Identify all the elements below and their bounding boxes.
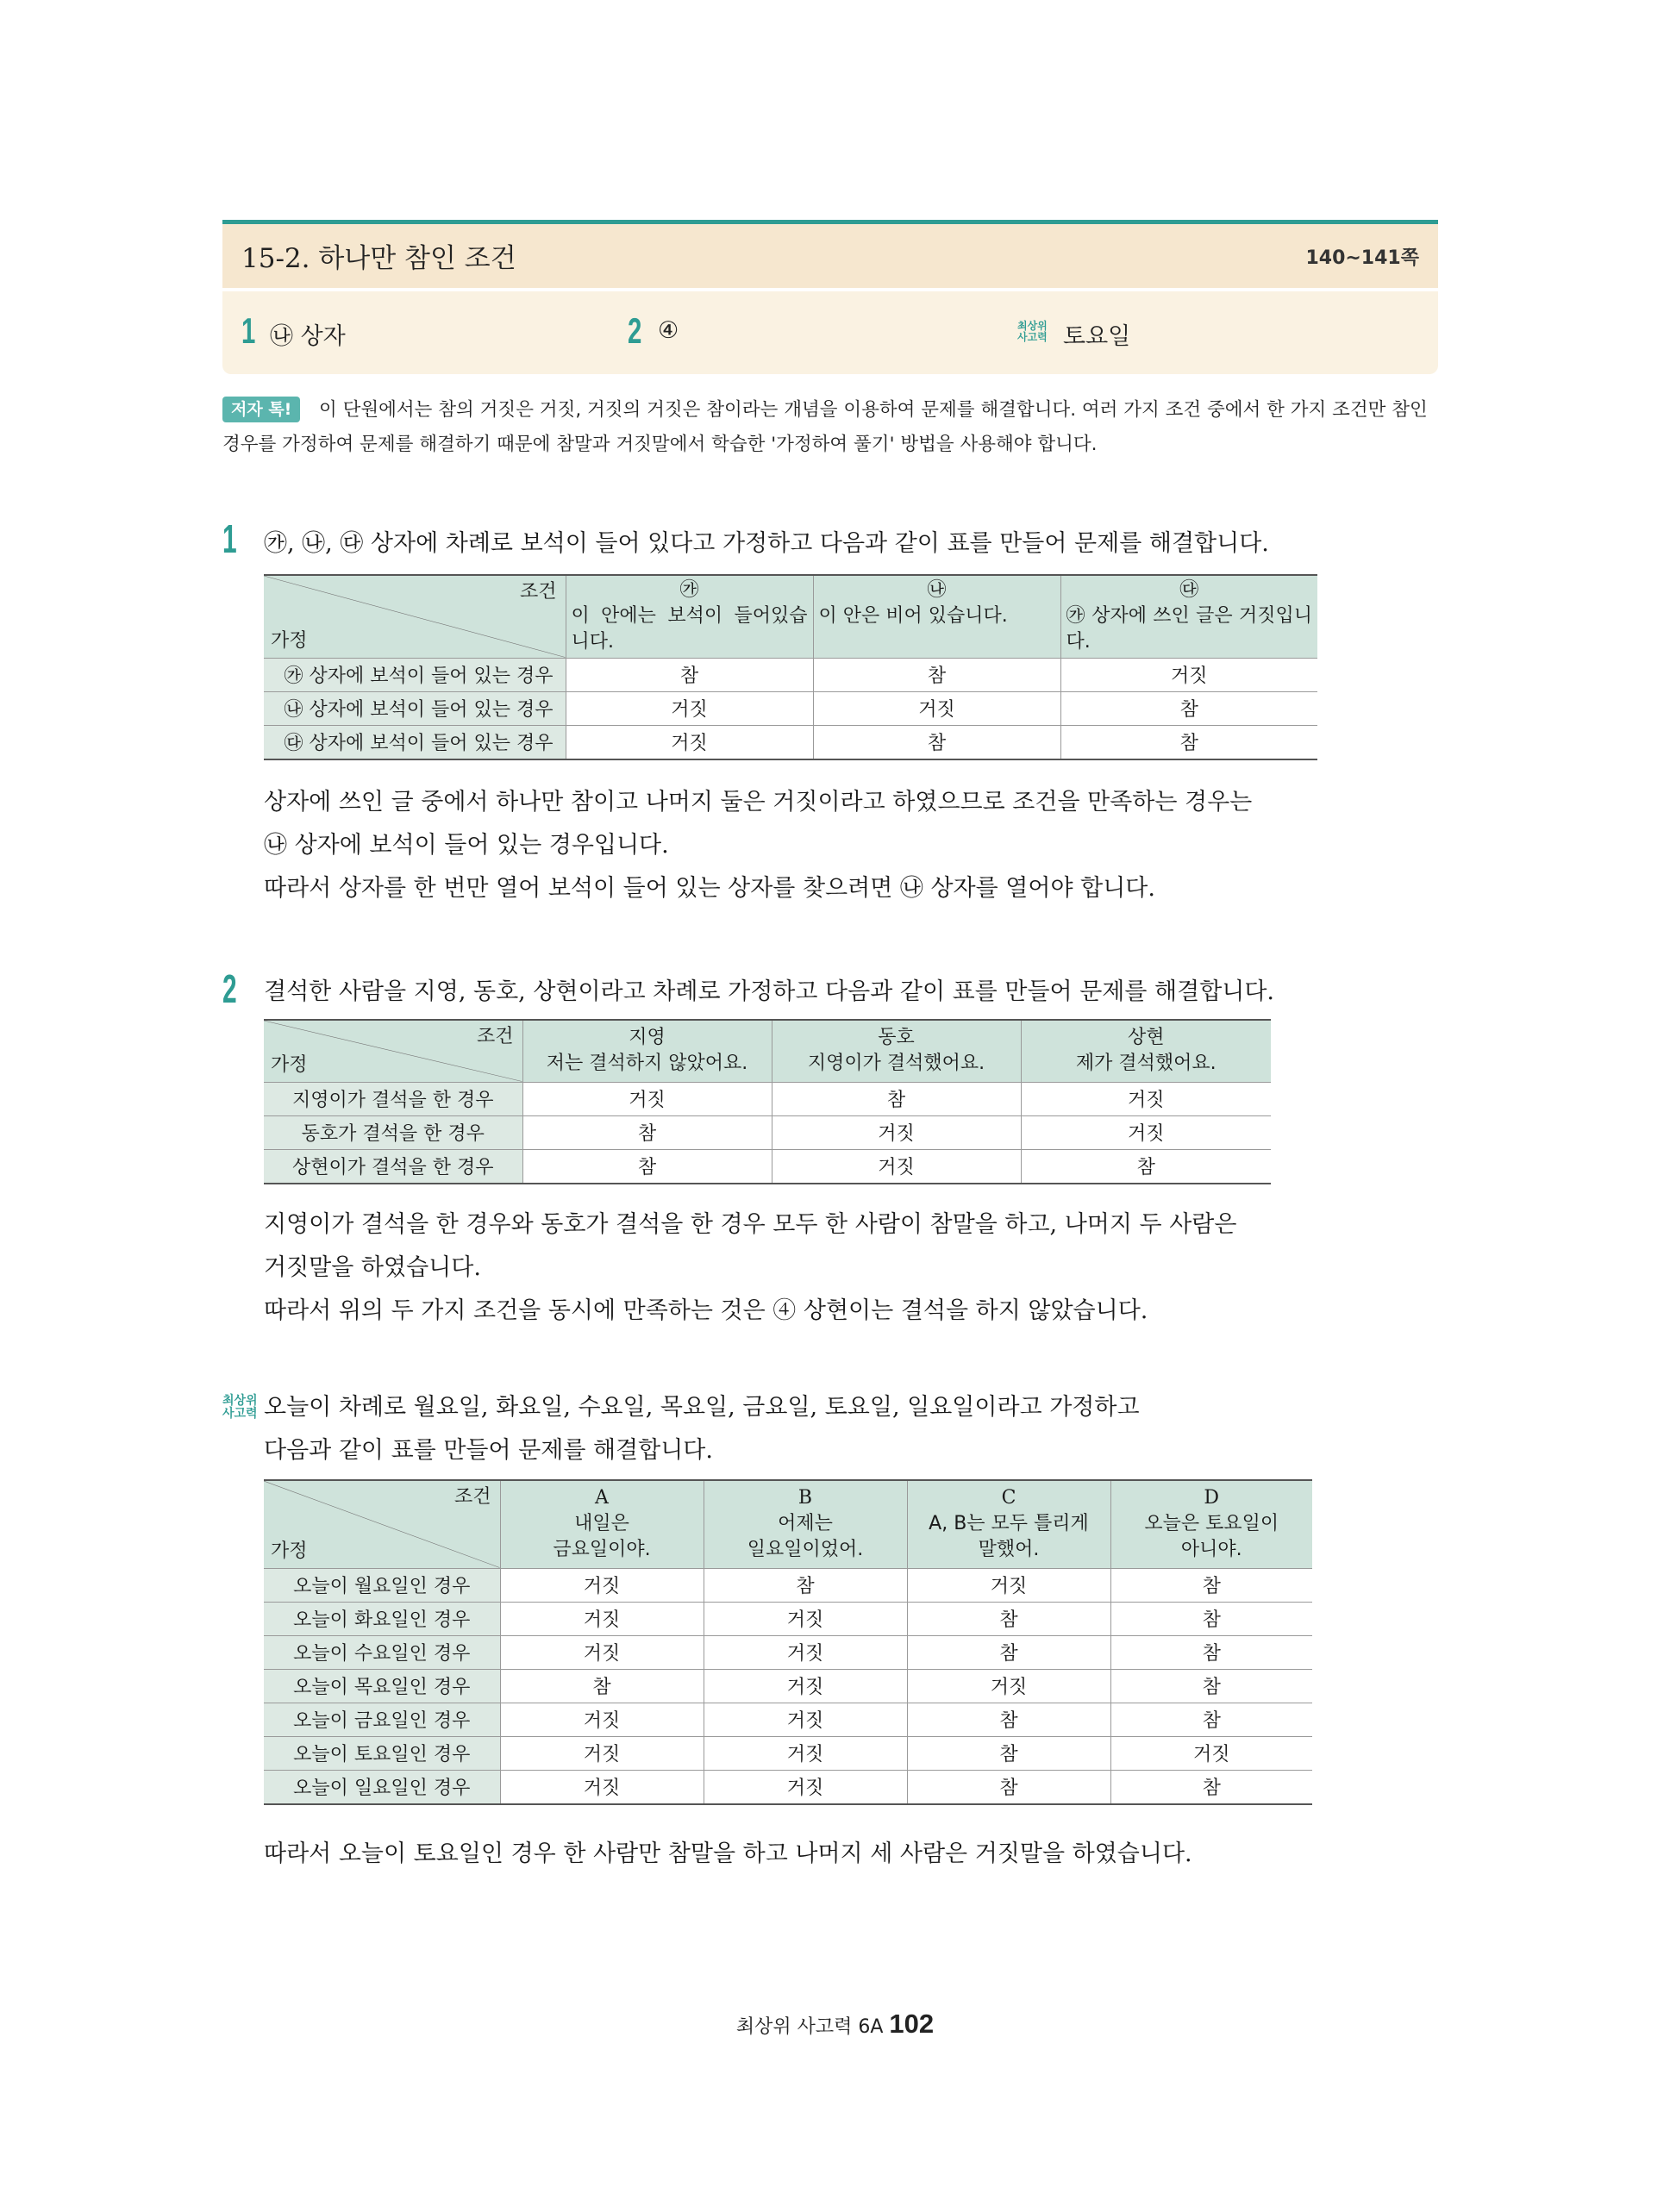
q2-number: 2 xyxy=(222,966,237,1011)
table-cell: 참 xyxy=(813,725,1060,759)
q1-col-da xyxy=(1060,575,1317,658)
col-mark: ㉯ xyxy=(927,579,947,602)
corner-condition: 조건 xyxy=(476,1026,514,1047)
table-cell: 거짓 xyxy=(772,1115,1021,1149)
explanation-line: 지영이가 결석을 한 경우와 동호가 결석을 한 경우 모두 한 사람이 참말을 하고, 나머지 두 사람은 xyxy=(264,1211,1237,1238)
q3-statement xyxy=(264,1386,1140,1472)
col-text: ㉮ 상자에 쓰인 글은 거짓입니다. xyxy=(1066,605,1312,653)
table-cell: 거짓 xyxy=(704,1669,907,1703)
answer-1-number: 1 xyxy=(241,310,256,351)
table-row xyxy=(264,1770,1312,1804)
table-cell: 참 xyxy=(1110,1703,1312,1736)
q2-col-dongho xyxy=(772,1020,1021,1082)
page-footer xyxy=(0,2009,1670,2040)
col-name: C xyxy=(1001,1487,1016,1509)
statement-line: 오늘이 차례로 월요일, 화요일, 수요일, 목요일, 금요일, 토요일, 일요일이라고 가정하고 xyxy=(264,1394,1140,1421)
col-name: 동호 xyxy=(878,1027,915,1049)
table-cell: 거짓 xyxy=(500,1703,704,1736)
col-text: 이 안은 비어 있습니다. xyxy=(818,605,1008,628)
table-cell: 거짓 xyxy=(772,1149,1021,1184)
badge-bottom: 사고력 xyxy=(1017,331,1048,343)
q2-table xyxy=(264,1019,1271,1184)
row-label: 오늘이 토요일인 경우 xyxy=(264,1736,500,1770)
corner-condition: 조건 xyxy=(519,581,557,603)
row-label: 오늘이 월요일인 경우 xyxy=(264,1568,500,1602)
col-text: 지영이가 결석했어요. xyxy=(807,1053,985,1075)
table-cell: 거짓 xyxy=(704,1635,907,1669)
col-text: 말했어. xyxy=(978,1539,1040,1561)
answer-2-number: 2 xyxy=(628,310,642,351)
col-name: D xyxy=(1204,1487,1220,1509)
col-name: 지영 xyxy=(629,1027,666,1049)
col-text: 제가 결석했어요. xyxy=(1075,1053,1217,1075)
table-cell: 참 xyxy=(1021,1149,1271,1184)
row-label: ㉰ 상자에 보석이 들어 있는 경우 xyxy=(264,725,566,759)
answer-bar xyxy=(222,291,1438,374)
table-cell: 참 xyxy=(907,1635,1110,1669)
col-text: 내일은 xyxy=(574,1513,629,1535)
table-row xyxy=(264,1568,1312,1602)
q2-corner-cell xyxy=(264,1020,522,1082)
table-row xyxy=(264,1703,1312,1736)
table-cell: 거짓 xyxy=(704,1770,907,1804)
col-text: 이 안에는 보석이 들어있습니다. xyxy=(571,605,808,653)
table-cell: 거짓 xyxy=(1021,1082,1271,1115)
table-row xyxy=(264,1669,1312,1703)
corner-assumption: 가정 xyxy=(271,1053,308,1076)
q3-corner-cell xyxy=(264,1480,500,1568)
explanation-line: 상자에 쓰인 글 중에서 하나만 참이고 나머지 둘은 거짓이라고 하였으므로 조건을 만족하는 경우는 xyxy=(264,789,1253,815)
page-range: 140~141쪽 xyxy=(1305,247,1419,269)
explanation-line: 따라서 위의 두 가지 조건을 동시에 만족하는 것은 ④ 상현이는 결석을 하지 않았습니다. xyxy=(264,1297,1148,1324)
col-text: A, B는 모두 틀리게 xyxy=(929,1513,1089,1535)
corner-assumption: 가정 xyxy=(271,629,308,652)
table-cell: 참 xyxy=(907,1602,1110,1635)
q3-table-body xyxy=(264,1568,1312,1804)
q3-col-a xyxy=(500,1480,704,1568)
author-tip-badge: 저자 톡! xyxy=(222,397,300,422)
page-number: 102 xyxy=(889,2009,935,2039)
col-text: 금요일이야. xyxy=(553,1539,651,1561)
col-text: 어제는 xyxy=(778,1513,833,1535)
table-cell: 참 xyxy=(522,1115,772,1149)
row-label: 상현이가 결석을 한 경우 xyxy=(264,1149,522,1184)
explanation-line: ㉯ 상자에 보석이 들어 있는 경우입니다. xyxy=(264,832,669,859)
row-label: ㉮ 상자에 보석이 들어 있는 경우 xyxy=(264,658,566,691)
explanation-line: 따라서 상자를 한 번만 열어 보석이 들어 있는 상자를 찾으려면 ㉯ 상자를 열어야 합니다. xyxy=(264,875,1155,902)
q1-corner-cell xyxy=(264,575,566,658)
answer-3-text: 토요일 xyxy=(1063,323,1131,350)
table-cell: 참 xyxy=(907,1770,1110,1804)
q3-col-d xyxy=(1110,1480,1312,1568)
table-row xyxy=(264,1736,1312,1770)
table-cell: 참 xyxy=(704,1568,907,1602)
table-row xyxy=(264,725,1317,759)
q3-col-c xyxy=(907,1480,1110,1568)
table-cell: 거짓 xyxy=(704,1703,907,1736)
col-name: B xyxy=(797,1487,813,1509)
q3-col-b xyxy=(704,1480,907,1568)
table-cell: 참 xyxy=(813,658,1060,691)
col-text: 오늘은 토요일이 xyxy=(1144,1513,1279,1535)
table-cell: 거짓 xyxy=(1110,1736,1312,1770)
table-row xyxy=(264,1602,1312,1635)
col-text: 아니야. xyxy=(1180,1539,1242,1561)
q1-explanation xyxy=(264,781,1252,910)
row-label: 오늘이 화요일인 경우 xyxy=(264,1602,500,1635)
badge-top: 최상위 xyxy=(1017,320,1048,332)
table-cell: 거짓 xyxy=(704,1736,907,1770)
advanced-thinking-badge xyxy=(222,1395,258,1421)
col-mark: ㉮ xyxy=(679,579,699,602)
badge-top: 최상위 xyxy=(222,1394,258,1408)
q1-number: 1 xyxy=(222,516,237,561)
q3-table xyxy=(264,1479,1312,1805)
table-cell: 거짓 xyxy=(813,691,1060,725)
table-cell: 참 xyxy=(1110,1602,1312,1635)
row-label: 오늘이 수요일인 경우 xyxy=(264,1635,500,1669)
table-cell: 거짓 xyxy=(500,1602,704,1635)
col-text: 일요일이었어. xyxy=(747,1539,864,1561)
table-row xyxy=(264,1635,1312,1669)
row-label: 지영이가 결석을 한 경우 xyxy=(264,1082,522,1115)
q1-col-ga xyxy=(566,575,813,658)
table-cell: 참 xyxy=(907,1736,1110,1770)
corner-condition: 조건 xyxy=(453,1486,491,1508)
table-cell: 참 xyxy=(522,1149,772,1184)
table-cell: 거짓 xyxy=(500,1770,704,1804)
table-cell: 거짓 xyxy=(704,1602,907,1635)
q3-conclusion: 따라서 오늘이 토요일인 경우 한 사람만 참말을 하고 나머지 세 사람은 거짓말을 하였습니다. xyxy=(264,1840,1192,1867)
table-row xyxy=(264,691,1317,725)
table-cell: 거짓 xyxy=(1060,658,1317,691)
statement-line: 다음과 같이 표를 만들어 문제를 해결합니다. xyxy=(264,1437,713,1464)
table-cell: 참 xyxy=(772,1082,1021,1115)
table-cell: 거짓 xyxy=(500,1635,704,1669)
table-cell: 거짓 xyxy=(500,1736,704,1770)
table-cell: 참 xyxy=(907,1703,1110,1736)
table-cell: 참 xyxy=(500,1669,704,1703)
table-cell: 참 xyxy=(566,658,813,691)
table-cell: 참 xyxy=(1110,1669,1312,1703)
table-cell: 거짓 xyxy=(907,1669,1110,1703)
answer-2-text: ④ xyxy=(658,317,679,344)
row-label: 오늘이 목요일인 경우 xyxy=(264,1669,500,1703)
table-cell: 거짓 xyxy=(522,1082,772,1115)
table-row xyxy=(264,1115,1271,1149)
row-label: 동호가 결석을 한 경우 xyxy=(264,1115,522,1149)
corner-assumption: 가정 xyxy=(271,1540,308,1562)
row-label: ㉯ 상자에 보석이 들어 있는 경우 xyxy=(264,691,566,725)
answer-1-text: ㉯ 상자 xyxy=(270,323,346,350)
q2-explanation xyxy=(264,1203,1236,1333)
table-row xyxy=(264,658,1317,691)
table-row xyxy=(264,1082,1271,1115)
table-cell: 참 xyxy=(1110,1635,1312,1669)
q2-statement: 결석한 사람을 지영, 동호, 상현이라고 차례로 가정하고 다음과 같이 표를 만들어 문제를 해결합니다. xyxy=(264,978,1275,1005)
table-cell: 참 xyxy=(1110,1568,1312,1602)
col-text: 저는 결석하지 않았어요. xyxy=(546,1053,748,1075)
q1-col-na xyxy=(813,575,1060,658)
q1-statement: ㉮, ㉯, ㉰ 상자에 차례로 보석이 들어 있다고 가정하고 다음과 같이 표를 만들어 문제를 해결합니다. xyxy=(264,530,1269,557)
col-name: 상현 xyxy=(1127,1027,1165,1049)
q1-table xyxy=(264,574,1317,760)
table-cell: 거짓 xyxy=(907,1568,1110,1602)
advanced-thinking-badge xyxy=(1017,321,1048,343)
table-cell: 참 xyxy=(1060,725,1317,759)
table-cell: 거짓 xyxy=(1021,1115,1271,1149)
table-cell: 거짓 xyxy=(500,1568,704,1602)
q2-col-sanghyun xyxy=(1021,1020,1271,1082)
section-title: 15-2. 하나만 참인 조건 xyxy=(241,243,516,274)
table-row xyxy=(264,1149,1271,1184)
table-cell: 거짓 xyxy=(566,725,813,759)
table-cell: 거짓 xyxy=(566,691,813,725)
author-tip-text: 이 단원에서는 참의 거짓은 거짓, 거짓의 거짓은 참이라는 개념을 이용하여 문제를 해결합니다. 여러 가지 조건 중에서 한 가지 조건만 참인 경우를 가정하여 문제를 해결하기 때문에 참말과 거짓말에서 학습한 '가정하여 풀기' 방법을 사용해야 합니다. xyxy=(222,399,1428,455)
col-mark: ㉰ xyxy=(1179,579,1199,602)
q2-col-jiyoung xyxy=(522,1020,772,1082)
book-title: 최상위 사고력 6A xyxy=(735,2016,884,2038)
table-cell: 참 xyxy=(1060,691,1317,725)
row-label: 오늘이 금요일인 경우 xyxy=(264,1703,500,1736)
row-label: 오늘이 일요일인 경우 xyxy=(264,1770,500,1804)
section-header xyxy=(222,224,1438,288)
explanation-line: 거짓말을 하였습니다. xyxy=(264,1254,481,1281)
table-cell: 참 xyxy=(1110,1770,1312,1804)
badge-bottom: 사고력 xyxy=(222,1407,258,1421)
col-name: A xyxy=(595,1487,609,1509)
